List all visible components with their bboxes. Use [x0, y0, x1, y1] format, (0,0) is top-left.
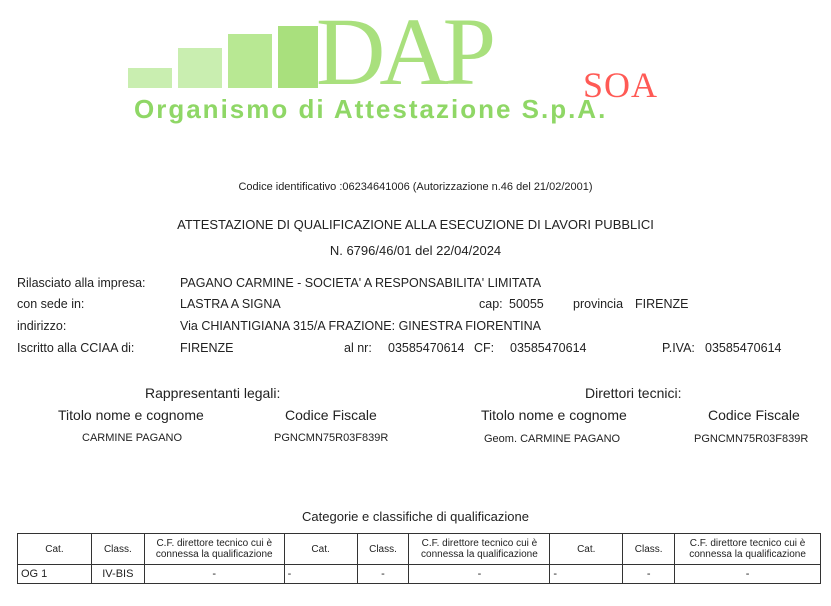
categorie-table	[17, 533, 821, 584]
logo-bar-1	[128, 68, 172, 88]
header-cat: Cat.	[284, 534, 357, 565]
codice-identificativo: Codice identificativo :06234641006 (Autorizzazione n.46 del 21/02/2001)	[238, 181, 593, 193]
rappresentanti-col-cf: Codice Fiscale	[285, 407, 377, 423]
rappresentante-cf: PGNCMN75R03F839R	[274, 432, 389, 444]
cell-cf: -	[675, 565, 821, 584]
sede-label: con sede in:	[17, 297, 85, 311]
logo-suffix: SOA	[583, 65, 659, 105]
direttore-name: Geom. CARMINE PAGANO	[484, 433, 621, 445]
cell-class: -	[623, 565, 675, 584]
rappresentanti-col-name: Titolo nome e cognome	[58, 407, 204, 423]
header-class: Class.	[623, 534, 675, 565]
cf-label: CF:	[474, 341, 495, 355]
header-class: Class.	[91, 534, 144, 565]
cf-value: 03585470614	[510, 341, 587, 355]
header-cat: Cat.	[550, 534, 623, 565]
nr-value: 03585470614	[388, 341, 465, 355]
cciaa-label: Iscritto alla CCIAA di:	[17, 341, 135, 355]
header-cf-direttore: C.F. direttore tecnico cui è connessa la qualificazione	[144, 534, 284, 565]
cell-class: -	[357, 565, 409, 584]
table-row	[18, 565, 821, 584]
direttori-col-name: Titolo nome e cognome	[481, 407, 627, 423]
rappresentante-name: CARMINE PAGANO	[82, 432, 183, 444]
piva-value: 03585470614	[705, 341, 782, 355]
header-class: Class.	[357, 534, 409, 565]
logo-mark: DAP	[316, 0, 491, 105]
header-cat: Cat.	[18, 534, 92, 565]
provincia-value: FIRENZE	[635, 297, 689, 311]
piva-label: P.IVA:	[662, 341, 695, 355]
categorie-header-row	[18, 534, 821, 565]
rilasciato-label: Rilasciato alla impresa:	[17, 276, 146, 290]
rappresentanti-heading: Rappresentanti legali:	[145, 385, 281, 401]
logo-bar-3	[228, 34, 272, 88]
provincia-label: provincia	[573, 297, 624, 311]
cciaa-value: FIRENZE	[180, 341, 234, 355]
cell-cf: -	[409, 565, 550, 584]
direttori-col-cf: Codice Fiscale	[708, 407, 800, 423]
cell-cf: -	[144, 565, 284, 584]
indirizzo-label: indirizzo:	[17, 319, 67, 333]
cell-class: IV-BIS	[91, 565, 144, 584]
cap-value: 50055	[509, 297, 544, 311]
categorie-heading: Categorie e classifiche di qualificazione	[302, 509, 529, 524]
nr-label: al nr:	[344, 341, 372, 355]
cell-cat: OG 1	[18, 565, 92, 584]
direttori-heading: Direttori tecnici:	[585, 385, 682, 401]
direttore-cf: PGNCMN75R03F839R	[694, 433, 809, 445]
page-title: ATTESTAZIONE DI QUALIFICAZIONE ALLA ESECUZIONE DI LAVORI PUBBLICI	[177, 217, 654, 232]
indirizzo-value: Via CHIANTIGIANA 315/A FRAZIONE: GINESTRA FIORENTINA	[180, 319, 541, 333]
cell-cat: -	[284, 565, 357, 584]
logo-tagline: Organismo di Attestazione S.p.A.	[134, 94, 608, 124]
logo-bar-4	[278, 26, 318, 88]
attestazione-number: N. 6796/46/01 del 22/04/2024	[329, 243, 502, 258]
cap-label: cap:	[479, 297, 503, 311]
header-cf-direttore: C.F. direttore tecnico cui è connessa la qualificazione	[409, 534, 550, 565]
sede-value: LASTRA A SIGNA	[180, 297, 281, 311]
logo-bar-2	[178, 48, 222, 88]
rilasciato-value: PAGANO CARMINE - SOCIETA' A RESPONSABILITA' LIMITATA	[180, 276, 542, 290]
header-cf-direttore: C.F. direttore tecnico cui è connessa la qualificazione	[675, 534, 821, 565]
cell-cat: -	[550, 565, 623, 584]
dap-soa-logo	[128, 0, 728, 130]
